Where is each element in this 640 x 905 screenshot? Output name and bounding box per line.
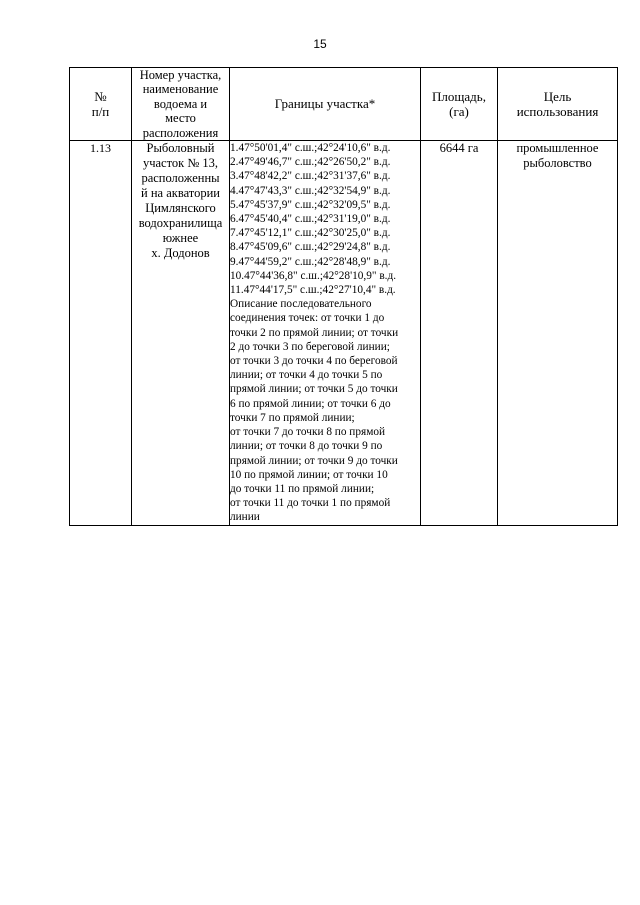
coord-line: 1.47°50'01,4" с.ш.;42°24'10,6" в.д. [230, 142, 391, 155]
table-header-row [70, 68, 618, 141]
description-line: прямой линии; от точки 9 до точки [230, 454, 398, 467]
coord-line: 4.47°47'43,3" с.ш.;42°32'54,9" в.д. [230, 184, 391, 197]
row-number: 1.13 [70, 141, 132, 525]
description-line: прямой линии; от точки 5 до точки [230, 383, 398, 396]
coord-line: 9.47°44'59,2" с.ш.;42°28'48,9" в.д. [230, 255, 391, 268]
row-name [132, 141, 230, 525]
coord-line: 3.47°48'42,2" с.ш.;42°31'37,6" в.д. [230, 170, 391, 183]
header-bounds-label: Границы участка* [274, 96, 376, 112]
row-area: 6644 га [421, 141, 498, 525]
coord-line: 11.47°44'17,5" с.ш.;42°27'10,4" в.д. [230, 284, 396, 297]
header-area [421, 68, 498, 141]
header-purpose-label: Цель использования [516, 89, 599, 120]
header-bounds [230, 68, 421, 141]
description-line: от точки 3 до точки 4 по береговой [230, 355, 398, 368]
description-line: точки 7 по прямой линии; [230, 411, 355, 424]
description-line: 2 до точки 3 по береговой линии; [230, 340, 390, 353]
description-line: от точки 7 до точки 8 по прямой [230, 426, 386, 439]
coord-line: 6.47°45'40,4" с.ш.;42°31'19,0" в.д. [230, 213, 391, 226]
description-line: Описание последовательного [230, 298, 372, 311]
description-line: 6 по прямой линии; от точки 6 до [230, 397, 391, 410]
description-line: от точки 11 до точки 1 по прямой [230, 497, 391, 510]
page-number: 15 [313, 37, 327, 51]
table-row [70, 141, 618, 525]
header-name [132, 68, 230, 141]
row-bounds [230, 141, 421, 525]
coord-line: 2.47°49'46,7" с.ш.;42°26'50,2" в.д. [230, 156, 391, 169]
description-line: линии [230, 511, 260, 524]
description-line: 10 по прямой линии; от точки 10 [230, 468, 388, 481]
row-name-text: Рыболовный участок № 13, расположенны й на акватории Цимлянского водохранилища южнее х. Додонов [138, 141, 223, 261]
header-purpose [498, 68, 618, 141]
row-purpose-text: промышленное рыболовство [516, 141, 599, 171]
header-number [70, 68, 132, 141]
header-number-label: № п/п [91, 89, 110, 120]
coord-line: 7.47°45'12,1" с.ш.;42°30'25,0" в.д. [230, 227, 391, 240]
description-line: линии; от точки 4 до точки 5 по [230, 369, 383, 382]
description-line: линии; от точки 8 до точки 9 по [230, 440, 383, 453]
coord-line: 5.47°45'37,9" с.ш.;42°32'09,5" в.д. [230, 198, 391, 211]
description-line: до точки 11 по прямой линии; [230, 482, 375, 495]
coord-line: 8.47°45'09,6" с.ш.;42°29'24,8" в.д. [230, 241, 391, 254]
description-line: соединения точек: от точки 1 до [230, 312, 385, 325]
description-line: точки 2 по прямой линии; от точки [230, 326, 399, 339]
coord-line: 10.47°44'36,8" с.ш.;42°28'10,9" в.д. [230, 269, 397, 282]
fishing-areas-table [69, 67, 618, 526]
header-area-label: Площадь, (га) [432, 89, 486, 120]
header-name-label: Номер участка, наименование водоема и место расположения [139, 68, 222, 140]
row-purpose [498, 141, 618, 525]
